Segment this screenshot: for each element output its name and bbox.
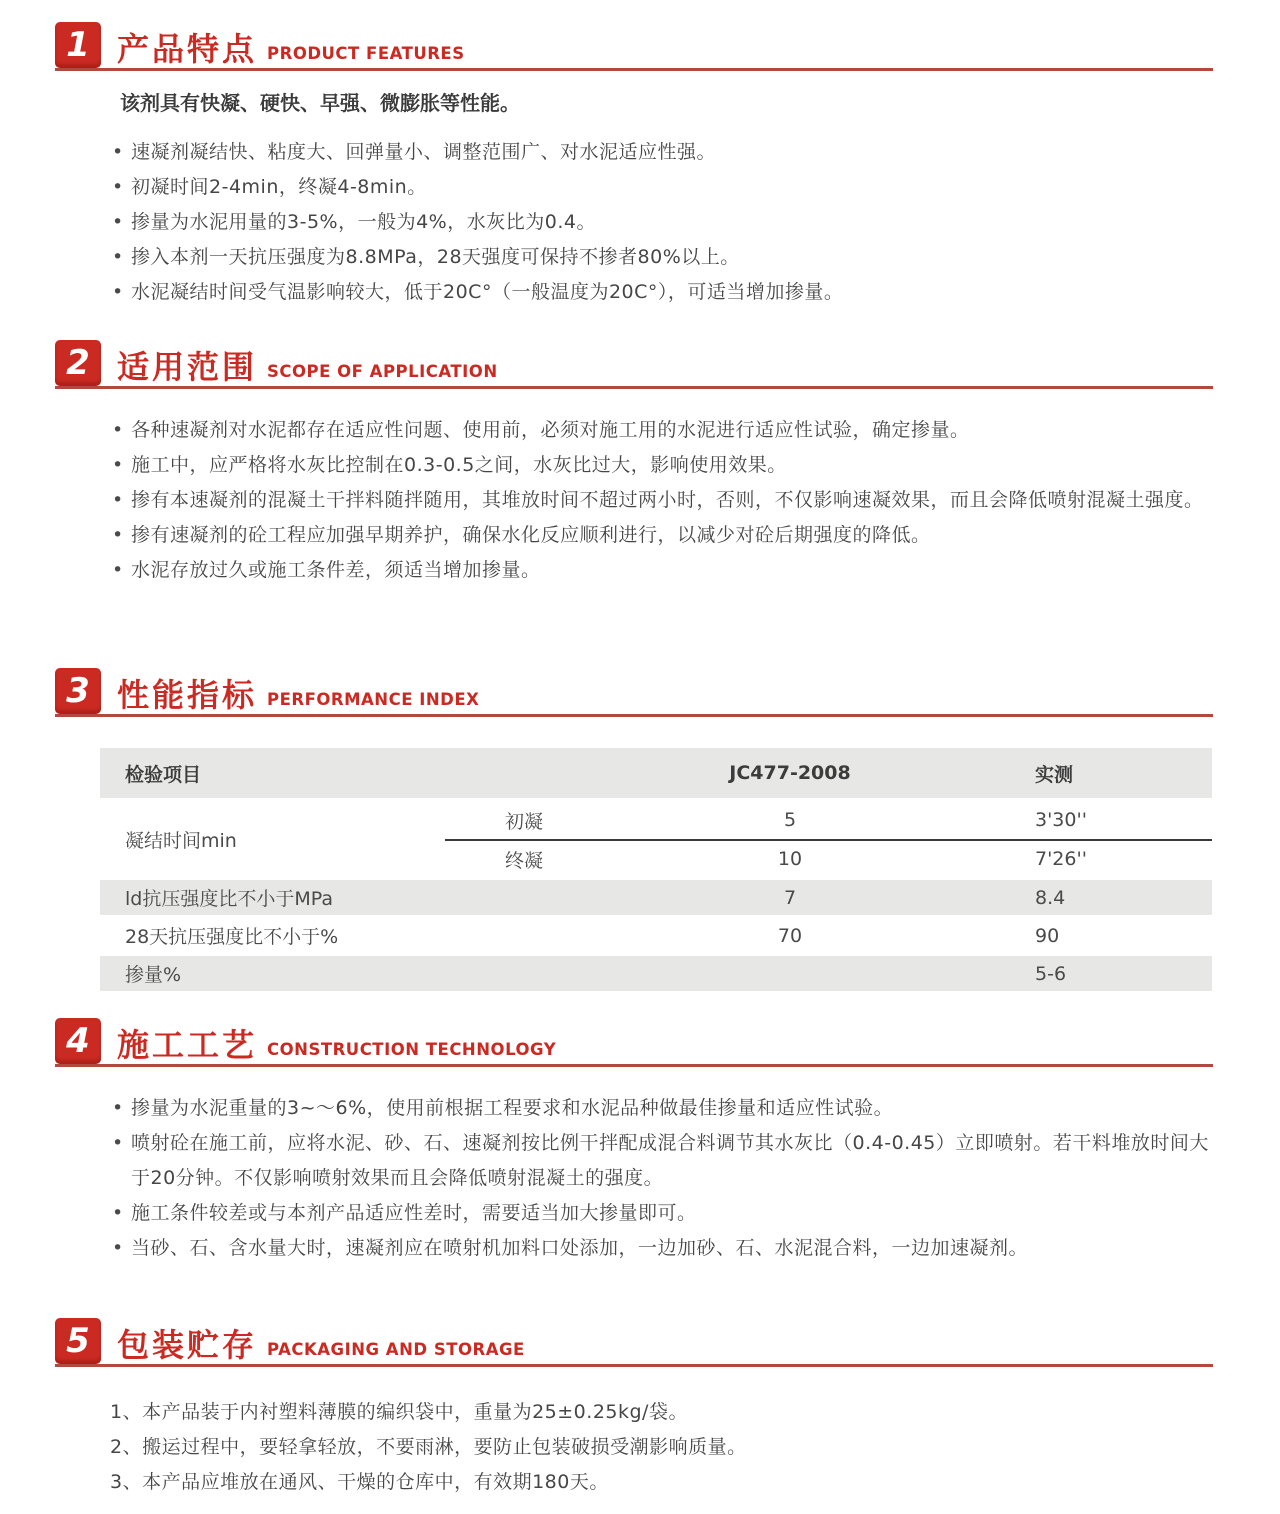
scope-bullet-list: [112, 413, 1213, 588]
bullet-item: • 掺量为水泥重量的3~～6%，使用前根据工程要求和水泥品种做最佳掺量和适应性试验。: [112, 1091, 1213, 1126]
subrow-measured-value: 7'26'': [1035, 848, 1087, 870]
section-subtitle-en: PERFORMANCE INDEX: [267, 690, 480, 709]
section-product-features: [55, 22, 1213, 310]
table-row: [100, 918, 1212, 953]
bullet-item: • 掺入本剂一天抗压强度为8.8MPa，28天强度可保持不掺者80%以上。: [112, 240, 1213, 275]
subrow-measured-value: 3'30'': [1035, 809, 1087, 831]
section-performance-index: [55, 668, 1213, 991]
section-5-header: [55, 1318, 1213, 1367]
section-number: 4: [66, 1021, 90, 1061]
setting-time-label: 凝结时间min: [125, 829, 237, 852]
section-number: 5: [66, 1321, 90, 1361]
row-measured-value: 8.4: [1035, 886, 1066, 909]
section-scope-of-application: [55, 340, 1213, 588]
section-title-cn: 包装贮存: [117, 1326, 258, 1364]
subrow-standard-value: 5: [783, 809, 797, 831]
section-number-badge: [55, 1318, 101, 1364]
section-subtitle-en: CONSTRUCTION TECHNOLOGY: [267, 1040, 557, 1059]
bullet-item: • 各种速凝剂对水泥都存在适应性问题、使用前，必须对施工用的水泥进行适应性试验，确定掺量。: [112, 413, 1213, 448]
section-packaging-storage: [55, 1318, 1213, 1500]
section-subtitle-en: PRODUCT FEATURES: [267, 44, 465, 63]
table-row-setting-time: [100, 801, 1212, 877]
table-row: [100, 956, 1212, 991]
section-subtitle-en: SCOPE OF APPLICATION: [267, 362, 498, 381]
section-title-cn: 施工工艺: [117, 1026, 258, 1064]
section-1-header: [55, 22, 1213, 71]
row-label: 28天抗压强度比不小于%: [125, 926, 339, 948]
section-construction-technology: [55, 1018, 1213, 1266]
row-measured-value: 5-6: [1035, 962, 1067, 985]
section-2-header: [55, 340, 1213, 389]
bullet-item: • 水泥存放过久或施工条件差，须适当增加掺量。: [112, 553, 1213, 588]
bullet-item: • 水泥凝结时间受气温影响较大，低于20C°（一般温度为20C°），可适当增加掺量。: [112, 275, 1213, 310]
row-standard-value: 7: [783, 886, 797, 909]
bullet-item: • 掺有速凝剂的砼工程应加强早期养护，确保水化反应顺利进行，以减少对砼后期强度的降低。: [112, 518, 1213, 553]
section-4-header: [55, 1018, 1213, 1067]
section-subtitle-en: PACKAGING AND STORAGE: [267, 1340, 525, 1359]
bullet-item: • 速凝剂凝结快、粘度大、回弹量小、调整范围广、对水泥适应性强。: [112, 135, 1213, 170]
numbered-item: 2、搬运过程中，要轻拿轻放，不要雨淋，要防止包装破损受潮影响质量。: [110, 1436, 747, 1458]
col-header-measured: 实测: [1035, 763, 1074, 786]
packaging-numbered-list: [110, 1395, 1213, 1500]
table-row: [100, 880, 1212, 915]
numbered-item: 1、本产品装于内衬塑料薄膜的编织袋中，重量为25±0.25kg/袋。: [110, 1401, 688, 1423]
table-subrow-initial-set: [445, 801, 1212, 839]
setting-time-subrows: [445, 801, 1212, 877]
section-number-badge: [55, 1018, 101, 1064]
bullet-item: • 初凝时间2-4min，终凝4-8min。: [112, 170, 1213, 205]
section-number: 3: [66, 671, 90, 711]
subrow-name: 初凝: [505, 810, 544, 833]
section-number: 2: [66, 343, 90, 383]
bullet-item: • 施工条件较差或与本剂产品适应性差时，需要适当加大掺量即可。: [112, 1196, 1213, 1231]
subrow-name: 终凝: [505, 849, 544, 872]
row-label: ld抗压强度比不小于MPa: [125, 888, 333, 910]
performance-table: [100, 748, 1212, 991]
section-number: 1: [66, 25, 90, 65]
features-bullet-list: [112, 135, 1213, 310]
subrow-standard-value: 10: [777, 848, 803, 870]
construction-bullet-list: [112, 1091, 1213, 1266]
section-number-badge: [55, 340, 101, 386]
bullet-item: • 喷射砼在施工前，应将水泥、砂、石、速凝剂按比例干拌配成混合料调节其水灰比（0.4-0.45）立即喷射。若干料堆放时间大于20分钟。不仅影响喷射效果而且会降低喷射混凝土的强度。: [112, 1126, 1213, 1196]
row-standard-value: 70: [777, 924, 803, 947]
bullet-item: • 掺有本速凝剂的混凝土干拌料随拌随用，其堆放时间不超过两小时，否则，不仅影响速凝效果，而且会降低喷射混凝土强度。: [112, 483, 1213, 518]
table-subrow-final-set: [445, 839, 1212, 877]
table-header-row: [100, 748, 1212, 798]
numbered-item: 3、本产品应堆放在通风、干燥的仓库中，有效期180天。: [110, 1471, 609, 1493]
features-intro: 该剂具有快凝、硬快、早强、微膨胀等性能。: [120, 91, 520, 115]
section-title-cn: 产品特点: [117, 30, 258, 68]
section-number-badge: [55, 668, 101, 714]
section-number-badge: [55, 22, 101, 68]
bullet-item: • 当砂、石、含水量大时，速凝剂应在喷射机加料口处添加，一边加砂、石、水泥混合料，一边加速凝剂。: [112, 1231, 1213, 1266]
row-label: 掺量%: [125, 964, 182, 986]
bullet-item: • 掺量为水泥用量的3-5%，一般为4%，水灰比为0.4。: [112, 205, 1213, 240]
col-header-standard: JC477-2008: [729, 762, 851, 784]
bullet-item: • 施工中，应严格将水灰比控制在0.3-0.5之间，水灰比过大，影响使用效果。: [112, 448, 1213, 483]
section-title-cn: 适用范围: [117, 348, 258, 386]
section-title-cn: 性能指标: [117, 676, 258, 714]
row-measured-value: 90: [1035, 924, 1060, 947]
col-header-item: 检验项目: [125, 763, 202, 786]
section-3-header: [55, 668, 1213, 717]
